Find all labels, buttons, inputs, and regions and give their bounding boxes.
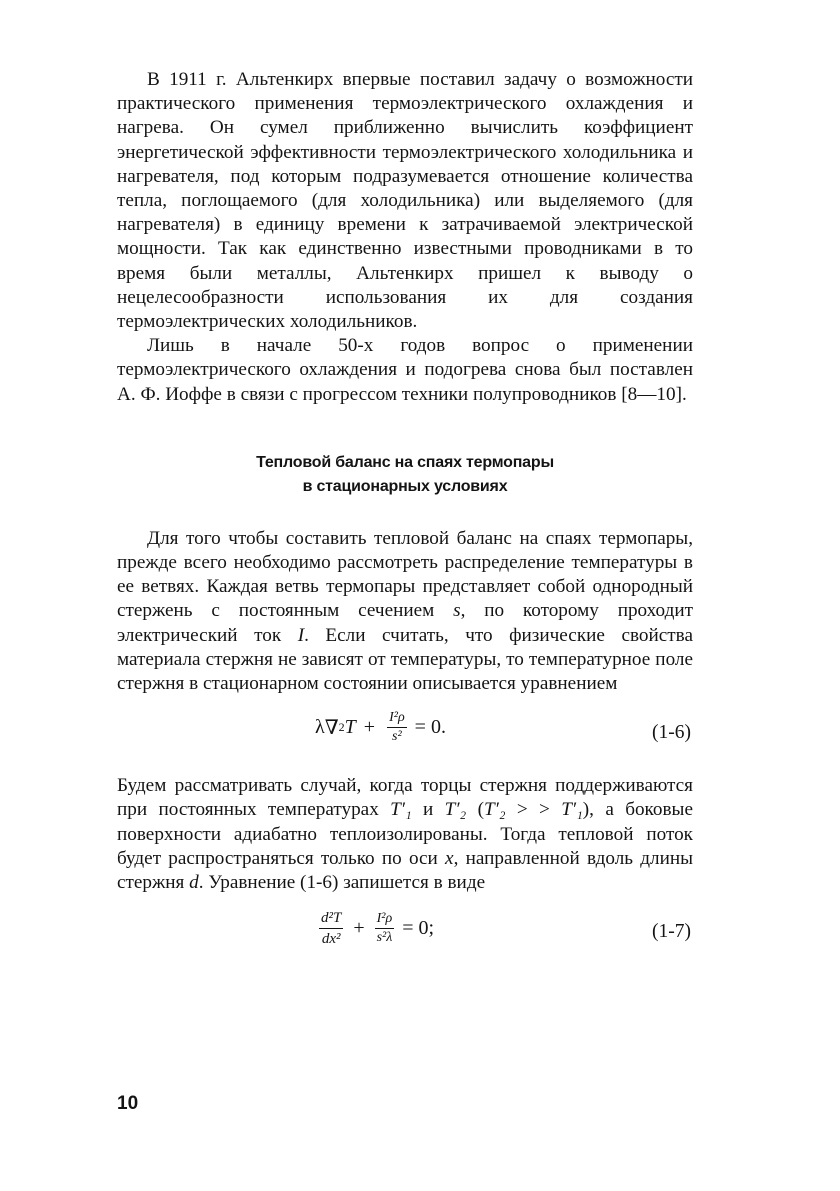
condition-T1: T′₁	[561, 799, 583, 821]
fraction-numerator: I²ρ	[387, 710, 407, 728]
fraction-second-derivative	[319, 909, 343, 948]
plus-sign: +	[353, 917, 365, 940]
equation-1-6	[117, 704, 693, 766]
plus-sign: +	[363, 716, 376, 739]
page-body	[117, 68, 693, 973]
equation-number: (1-6)	[652, 722, 691, 744]
nabla-power: 2	[338, 720, 345, 735]
nabla-symbol: ∇	[324, 717, 339, 740]
condition-close: )	[582, 799, 590, 821]
fraction-joule	[375, 911, 395, 946]
equation-1-7-formula	[315, 909, 434, 948]
variable-T: T	[344, 716, 356, 739]
variable-T2: T′₂	[444, 799, 467, 821]
equation-rhs: = 0;	[402, 917, 435, 940]
section-heading-line-1: Тепловой баланс на спаях термопары	[256, 453, 554, 471]
fraction-denominator: s²	[392, 729, 402, 745]
section-heading-line-2: в стационарных условиях	[302, 477, 508, 495]
condition-T2: T′₂	[483, 799, 506, 821]
paragraph-text: . Уравнение (1-6) запишется в виде	[198, 872, 486, 894]
page-number: 10	[117, 1093, 139, 1114]
variable-s: s	[453, 600, 461, 622]
variable-x: x	[445, 847, 454, 869]
paragraph-text: , по которому проходит электрический ток	[117, 600, 693, 646]
paragraph-text: , а боковые поверхности адиабатно теплоизолированы. Тогда тепловой поток будет распространяться только по оси	[117, 799, 693, 869]
fraction-numerator: I²ρ	[375, 911, 395, 929]
fraction-joule	[387, 710, 407, 745]
paragraph-ioffe: Лишь в начале 50-х годов вопрос о применении термоэлектрического охлаждения и подогрева снова был поставлен А. Ф. Иоффе в связи с прогрессом техники полупроводников [8—10].	[117, 335, 693, 405]
paragraph-altenkirch: В 1911 г. Альтенкирх впервые поставил задачу о возможности практического применения термоэлектрического охлаждения и нагрева. Он сумел приближенно вычислить коэффициент энергетической эффективности термоэлектрического холодильника и нагревателя, под которым подразумевается отношение количества тепла, поглощаемого (для холодильника) или выделяемого (для нагревателя) в единицу времени к затрачиваемой электрической мощности. Так как единственно известными проводниками в то время были металлы, Альтенкирх пришел к выводу о нецелесообразности использования их для создания термоэлектрических холодильников.	[117, 69, 693, 333]
condition-greater-than: > >	[505, 799, 562, 821]
variable-I: I	[297, 624, 305, 646]
equation-1-6-formula	[315, 710, 446, 745]
fraction-denominator: s²λ	[376, 930, 393, 946]
paragraph-text: . Если считать, что физические свойства материала стержня не зависят от температуры, то температурное поле стержня в стационарном состоянии описывается уравнением	[117, 624, 693, 695]
paragraph-text: , направленной вдоль длины стержня	[117, 847, 694, 894]
condition-open: (	[466, 799, 484, 821]
equation-rhs: = 0.	[414, 716, 446, 739]
section-heading	[117, 451, 693, 499]
equation-number: (1-7)	[652, 921, 691, 943]
variable-T1: T′₁	[390, 799, 412, 821]
paragraph-text: Для того чтобы составить тепловой баланс на спаях термопары, прежде всего необходимо рассмотреть распределение температуры в ее ветвях. Каждая ветвь термопары представляет собой однородный стержень с постоянным сечением	[117, 527, 693, 622]
conjunction: и	[411, 799, 445, 821]
variable-d: d	[189, 872, 199, 894]
lambda-symbol: λ	[315, 716, 325, 739]
paragraph-boundary-conditions	[117, 774, 693, 895]
equation-1-7	[117, 903, 693, 965]
paragraph-temperature-distribution	[117, 527, 693, 696]
fraction-numerator: d²T	[319, 909, 343, 929]
paragraph-text: Будем рассматривать случай, когда торцы стержня поддерживаются при постоянных температурах	[117, 775, 693, 821]
fraction-denominator: dx²	[321, 931, 341, 948]
